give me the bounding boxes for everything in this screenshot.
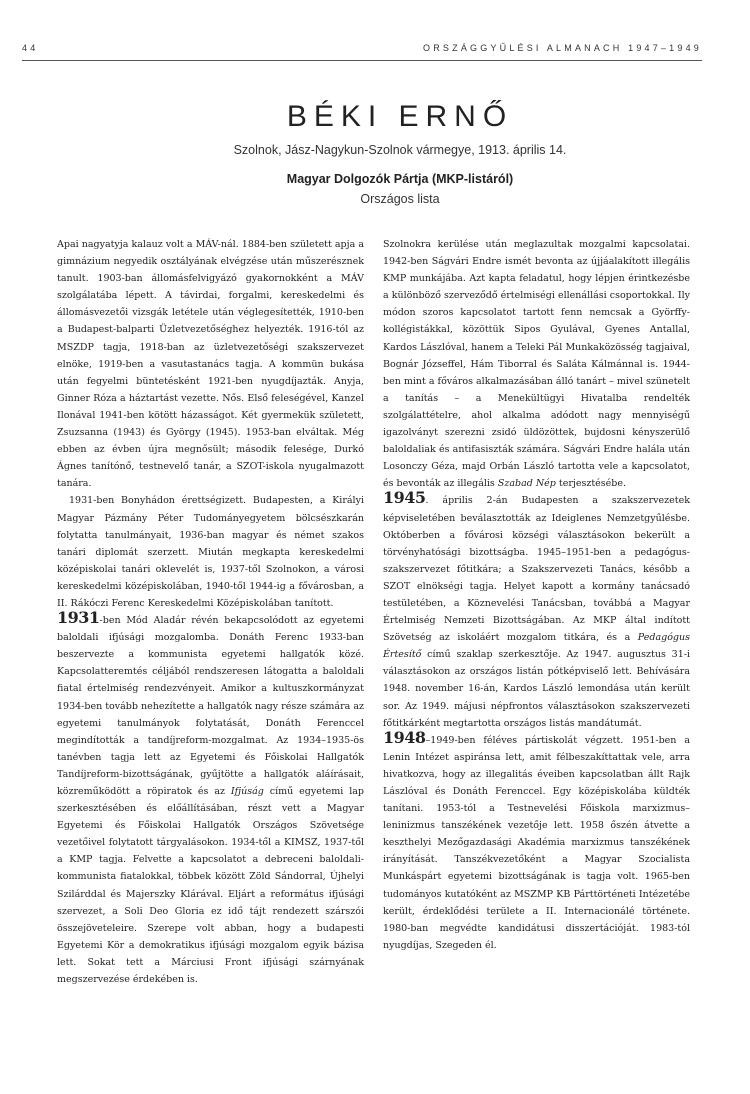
year-initial: 1931: [57, 608, 100, 628]
year-initial: 1945: [383, 488, 426, 508]
running-title: ORSZÁGGYŰLÉSI ALMANACH 1947–1949: [423, 43, 702, 53]
journal-title: Pedagógus Értesítő: [383, 632, 690, 661]
bio-paragraph-resistance: Szolnokra kerülése után meglazultak mozgalmi kapcsolatai. 1942-ben Ságvári Endre ismét bevonta az újjáalakított illegális KMP munkájába. Azt kapta feladatul, hogy lépjen érintkezésbe a különböző szerveződő értelmiségi ellenállási csoportokkal. Ily módon szoros kapcsolatot tartott fenn nemcsak a Györffy-kollégistákkal, közöttük Sipos Gyulával, Gyenes Antallal, Kardos Lászlóval, hanem a Teleki Pál Munkaközösség tagjaival, Bognár Józseffel, Hám Tiborral és Saláta Kálmánnal is. 1944-ben mint a főváros alkalmazásában álló tanárt – mivel szünetelt a tanítás – a Menekültügyi Hivatalba rendelték szolgálattételre, ahol alkalma adódott nagy mennyiségű igazolványt szerezni zsidó üldözöttek, bujdosni kényszerülő baloldaliak és antifasiszták számára. Ságvári Endre halála után Losonczy Géza, majd Orbán László tartotta vele a kapcsolatot, és bevonták az illegális Szabad Nép terjesztésébe.: [383, 239, 690, 490]
person-name: BÉKI ERNŐ: [286, 100, 514, 133]
header-rule: [22, 60, 702, 61]
bio-paragraph-education: 1931-ben Bonyhádon érettségizett. Budapesten, a Királyi Magyar Pázmány Péter Tudományegyetem bölcsészkarán folytatta tanulmányait, 1936-ban magyar és német szakos tanári diplomát szerzett. Miután megkapta kereskedelmi középiskolai tanári oklevelét is, 1937-től Szolnokon, a városi kereskedelmi középiskolában, 1940-től 1944-ig a fővárosban, a II. Rákóczi Ferenc Kereskedelmi Középiskolában tanított.: [57, 495, 364, 609]
birth-info: Szolnok, Jász-Nagykun-Szolnok vármegye, 1913. április 14.: [233, 143, 567, 157]
list-type: Országos lista: [360, 192, 440, 206]
left-column: [57, 236, 364, 988]
year-initial: 1948: [383, 727, 426, 747]
bio-paragraph-family: Apai nagyatyja kalauz volt a MÁV-nál. 1884-ben született apja a gimnázium negyedik osztályának elvégzése után műszerésznek tanult. 1903-ban állomásfelvigyázó gyakornokként a MÁV szolgálatába lépett. A távirdai, forgalmi, kereskedelmi és állomásvezetői vizsgák letétele után véglegesítették, 1910-ben a Budapest-balparti Üzletvezetőséghez helyezték. 1916-tól az MSZDP tagja, 1918-ban az üzletvezetőségi szakszervezet elnöke, 1919-ben a vasutastanács tagja. A kommün bukása után fegyelmi büntetésként 1921-ben nyugdíjazták. Anyja, Ginner Róza a háztartást vezette. Nős. Első feleségével, Kanzel Ilonával 1941-ben kötött házasságot. Két gyermekük született, Zsuzsanna (1943) és György (1945). 1953-ban elváltak. Még ebben az évben újra megnősült; második felesége, Durkó Ágnes tanítónő, testnevelő tanár, a SZOT-iskola nyugalmazott tanára.: [57, 239, 364, 490]
running-header: [22, 43, 702, 59]
newspaper-title: Szabad Nép: [497, 478, 556, 490]
page-number: 44: [22, 43, 39, 53]
bio-paragraph-1931: 1931-ben Mód Aladár révén bekapcsolódott az egyetemi baloldali ifjúsági mozgalomba. Donáth Ferenc 1933-ban beszervezte a kommunista egyetemi hallgatók közé. Kapcsolatteremtés céljából rendszeresen látogatta a baloldali fiatal értelmiség rendezvényeit. Amikor a kultuszkormányzat 1934-ben tovább nehezítette a hallgatók nagy része számára az egyetemi tanulmányok folytatását, Donáth Ferenccel megindították a tandíjreform-mozgalmat. Az 1934–1935-ös tanévben tagja lett az Egyetemi és Főiskolai Hallgatók Tandíjreform-bizottságának, gyűjtötte a hallgatók aláírásait, közreműködött a röpiratok és az Ifjúság című egyetemi lap szerkesztésében és előállításában, részt vett a Magyar Egyetemi és Főiskolai Hallgatók Országos Szövetsége vezetőivel folytatott tárgyalásokon. 1934-től a KIMSZ, 1937-től a KMP tagja. Felvette a kapcsolatot a debreceni baloldali-kommunista fiatalokkal, többek között Zöld Sándorral, Újhelyi Szilárddal és Majerszky Klárával. Eljárt a református ifjúsági szervezet, a Soli Deo Gloria ez idő tájt rendezett szárszói összejöveteleire. Szerepe volt abban, hogy a budapesti Egyetemi Kör a demokratikus ifjúsági mozgalom egyik bázisa lett. Sokat tett a Márciusi Front ifjúsági szárnyának megszervezése érdekében is.: [57, 608, 364, 986]
bio-paragraph-1945: 1945. április 2-án Budapesten a szakszervezetek képviseletében beválasztották az Ideiglenes Nemzetgyűlésbe. Októberben a fővárosi községi választásokon bekerült a törvényhatósági bizottságba. 1945–1951-ben a pedagógus-szakszervezet főtitkára; a Szakszervezeti Tanács, később a SZOT elnökségi tagja. Helyet kapott a kormány tanácsadó testületében, a Köznevelési Tanácsban, továbbá a Magyar Értelmiség Nemzeti Bizottságában. Az MKP által indított Szövetség az iskoláért mozgalom titkára, és a Pedagógus Értesítő című szaklap szerkesztője. Az 1947. augusztus 31-i választásokon az országos listán pótképviselő lett. Behívására 1948. november 16-án, Kardos László lemondása után került sor. Az 1949. májusi népfrontos választásokon szakszervezeti főtitkárként megtartotta országos listás mandátumát.: [383, 488, 690, 729]
party-affiliation: Magyar Dolgozók Pártja (MKP-listáról): [286, 172, 514, 186]
right-column: [383, 236, 690, 954]
bio-paragraph-1948: 1948–1949-ben féléves pártiskolát végzett. 1951-ben a Lenin Intézet aspiránsa lett, amit félbeszakíttattak vele, arra hivatkozva, hogy az illegalitás éveiben kapcsolatban állt Rajk Lászlóval és Donáth Ferenccel. Egy középiskolába küldték tanítani. 1953-tól a Testnevelési Főiskola marxizmus–leninizmus tanszékének vezetője lett. 1958 őszén átvette a keszthelyi Mezőgazdasági Akadémia marxizmus tanszékének irányítását. Tanszékvezetőként a Magyar Szocialista Munkáspárt egyetemi bizottságának is tagja volt. 1965-ben tudományos kutatóként az MSZMP KB Párttörténeti Intézetébe került, érdeklődési területe a II. Internacionálé története. 1980-ban megvédte kandidátusi disszertációját. 1983-tól nyugdíjas, Szegeden él.: [383, 727, 690, 951]
journal-title: Ifjúság: [230, 786, 264, 797]
